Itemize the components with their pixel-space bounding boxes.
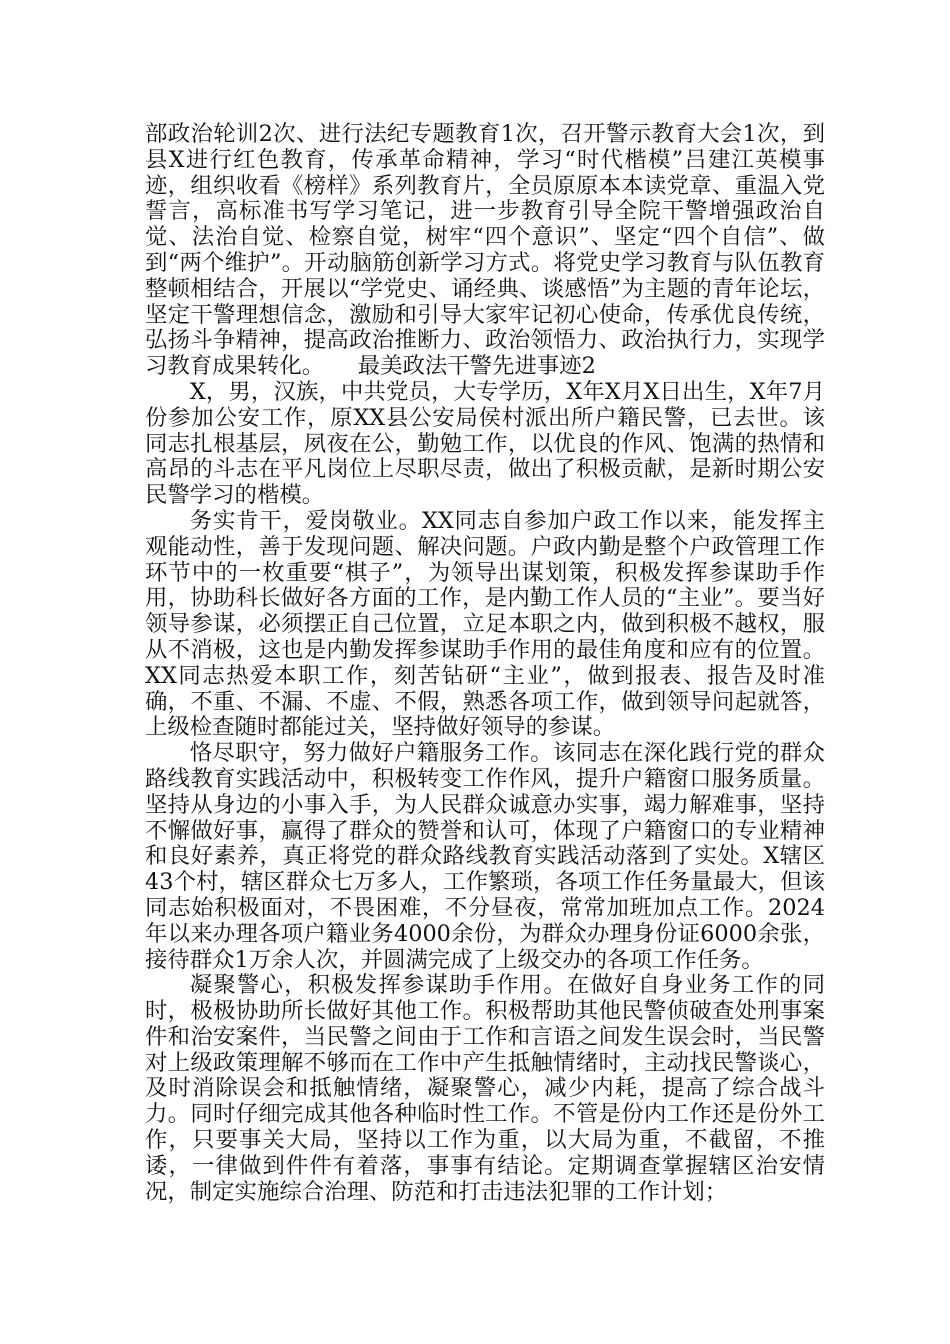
paragraph-5: 凝聚警心，积极发挥参谋助手作用。在做好自身业务工作的同时，极极协助所长做好其他工作。积极帮助其他民警侦破查处刑事案件和治安案件，当民警之间由于工作和言语之间发生误会时，当民警对上级政策理解不够而在工作中产生抵触情绪时，主动找民警谈心，及时消除误会和抵触情绪，凝聚警心，减少内耗，提高了综合战斗力。同时仔细完成其他各种临时性工作。不管是份内工作还是份外工作，只要事关大局，坚持以工作为重，以大局为重，不截留，不推诿，一律做到件件有着落，事事有结论。定期调查掌握辖区治安情况，制定实施综合治理、防范和打击违法犯罪的工作计划； (145, 972, 825, 1205)
document-page (145, 122, 825, 1205)
paragraph-4: 恪尽职守，努力做好户籍服务工作。该同志在深化践行党的群众路线教育实践活动中，积极转变工作作风，提升户籍窗口服务质量。坚持从身边的小事入手，为人民群众诚意办实事，竭力解难事，坚持不懈做好事，赢得了群众的赞誉和认可，体现了户籍窗口的专业精神和良好素养，真正将党的群众路线教育实践活动落到了实处。X辖区43个村，辖区群众七万多人，工作繁琐，各项工作任务量最大，但该同志始积极面对，不畏困难，不分昼夜，常常加班加点工作。2024年以来办理各项户籍业务4000余份，为群众办理身份证6000余张，接待群众1万余人次，并圆满完成了上级交办的各项工作任务。 (145, 740, 825, 973)
paragraph-1: 部政治轮训2次、进行法纪专题教育1次，召开警示教育大会1次，到县X进行红色教育，传承革命精神，学习“时代楷模”吕建江英模事迹，组织收看《榜样》系列教育片，全员原原本本读党章、重温入党誓言，高标准书写学习笔记，进一步教育引导全院干警增强政治自觉、法治自觉、检察自觉，树牢“四个意识”、坚定“四个自信”、做到“两个维护”。开动脑筋创新学习方式。将党史学习教育与队伍教育整顿相结合，开展以“学党史、诵经典、谈感悟”为主题的青年论坛，坚定干警理想信念，激励和引导大家牢记初心使命，传承优良传统，弘扬斗争精神，提高政治推断力、政治领悟力、政治执行力，实现学习教育成果转化。 最美政法干警先进事迹2 (145, 121, 825, 380)
paragraph-2: X，男，汉族，中共党员，大专学历，X年X月X日出生，X年7月份参加公安工作，原XX县公安局侯村派出所户籍民警，已去世。该同志扎根基层，夙夜在公，勤勉工作，以优良的作风、饱满的热情和高昂的斗志在平凡岗位上尽职尽责，做出了积极贡献，是新时期公安民警学习的楷模。 (145, 378, 825, 509)
paragraph-3: 务实肯干，爱岗敬业。XX同志自参加户政工作以来，能发挥主观能动性，善于发现问题、解决问题。户政内勤是整个户政管理工作环节中的一枚重要“棋子”，为领导出谋划策，积极发挥参谋助手作用，协助科长做好各方面的工作，是内勤工作人员的“主业”。要当好领导参谋，必须摆正自己位置，立足本职之内，做到积极不越权，服从不消极，这也是内勤发挥参谋助手作用的最佳角度和应有的位置。XX同志热爱本职工作，刻苦钻研“主业”，做到报表、报告及时准确，不重、不漏、不虚、不假，熟悉各项工作，做到领导问起就答，上级检查随时都能过关，坚持做好领导的参谋。 (145, 507, 825, 741)
